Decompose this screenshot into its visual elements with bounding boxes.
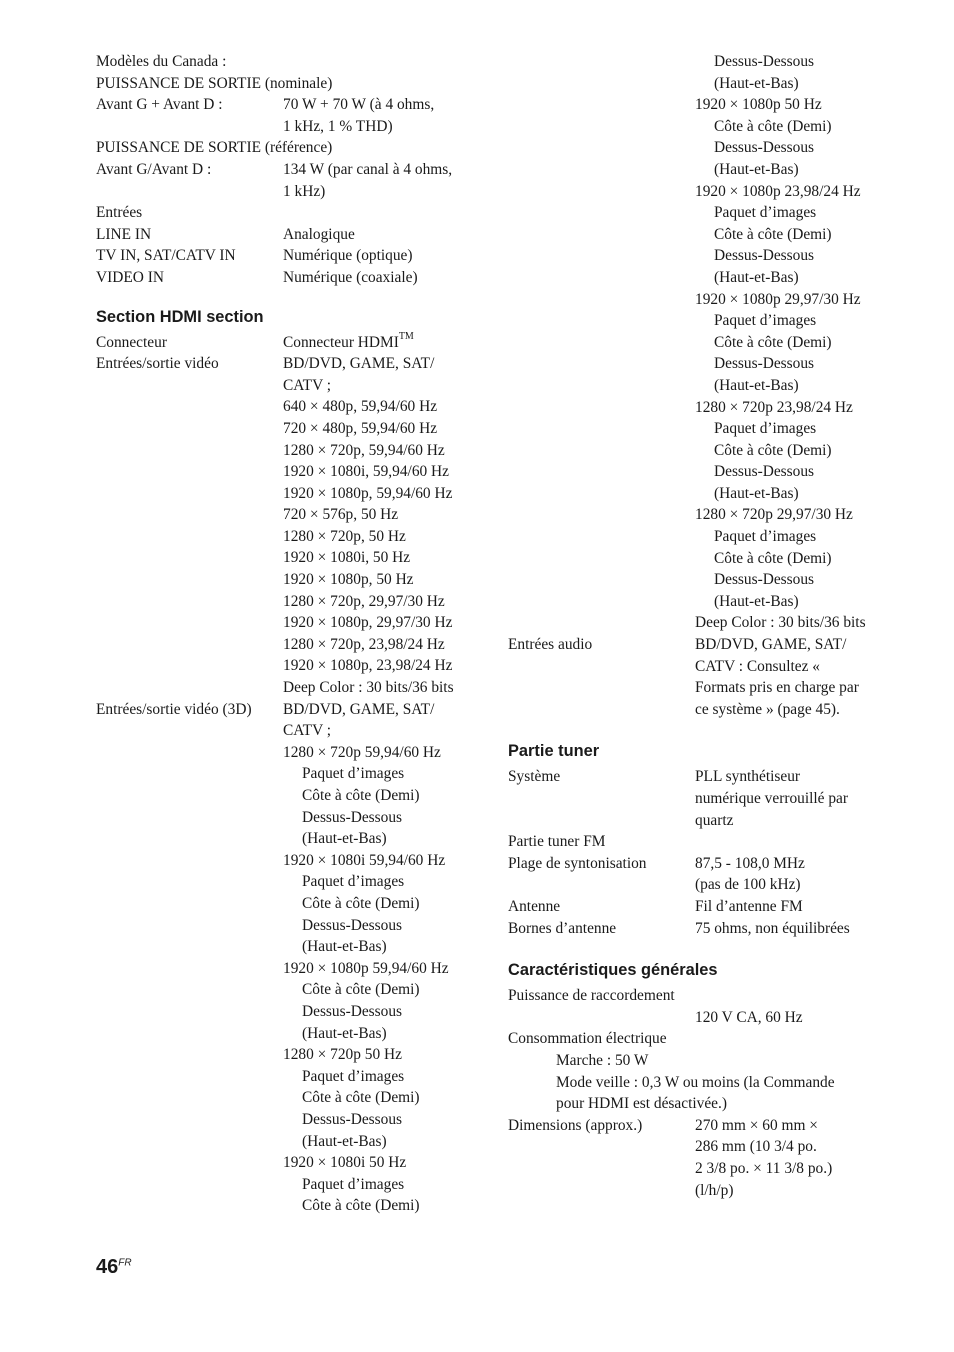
spec-row-video-3d	[96, 699, 486, 1217]
spec-value-line: (Haut-et-Bas)	[714, 376, 799, 394]
spec-row-antenna-terminals	[508, 918, 908, 940]
spec-label: VIDEO IN	[96, 268, 164, 286]
fm-tuner-heading: Partie tuner FM	[508, 833, 606, 851]
trademark-mark: TM	[398, 331, 414, 343]
spec-value-line: Dessus-Dessous	[714, 139, 815, 157]
spec-value	[695, 853, 908, 896]
spec-label: Entrées/sortie vidéo	[96, 355, 219, 373]
spec-label: LINE IN	[96, 225, 152, 243]
spec-value-line: (Haut-et-Bas)	[714, 160, 799, 178]
spec-value-line: (Haut-et-Bas)	[302, 1132, 387, 1150]
spec-label: Entrées audio	[508, 636, 593, 654]
spec-value-line: Dessus-Dessous	[302, 808, 403, 826]
spec-value-line: 1280 × 720p, 50 Hz	[283, 527, 406, 545]
spec-value: 75 ohms, non équilibrées	[695, 919, 850, 937]
spec-value-line: Côte à côte (Demi)	[714, 333, 832, 351]
spec-value	[283, 353, 486, 699]
spec-label: Plage de syntonisation	[508, 854, 647, 872]
spec-label: Avant G/Avant D :	[96, 160, 212, 178]
spec-value-line: Côte à côte (Demi)	[714, 549, 832, 567]
spec-value-line: Côte à côte (Demi)	[302, 787, 420, 804]
spec-value-line: Mode veille : 0,3 W ou moins (la Commande	[556, 1073, 835, 1091]
spec-value-line: Paquet d’images	[302, 873, 405, 891]
spec-value-line: Côte à côte (Demi)	[302, 1197, 420, 1215]
spec-label: Connecteur	[96, 333, 167, 351]
spec-label: Dimensions (approx.)	[508, 1116, 643, 1134]
spec-value	[283, 332, 486, 354]
spec-value-line: Dessus-Dessous	[302, 916, 403, 934]
spec-value-line: Deep Color : 30 bits/36 bits	[283, 679, 454, 697]
spec-value-line: BD/DVD, GAME, SAT/	[695, 636, 847, 654]
spec-value-line: Dessus-Dessous	[302, 1002, 403, 1020]
spec-value-line: 720 × 480p, 59,94/60 Hz	[283, 419, 438, 437]
spec-value-line: numérique verrouillé par	[695, 790, 848, 807]
spec-value-line: 1920 × 1080p 59,94/60 Hz	[283, 959, 449, 977]
spec-value-line: BD/DVD, GAME, SAT/	[283, 355, 435, 373]
spec-row-antenna	[508, 896, 908, 918]
spec-row-input	[96, 245, 486, 267]
spec-label: TV IN, SAT/CATV IN	[96, 247, 236, 265]
spec-value-line: Paquet d’images	[302, 1175, 405, 1193]
section-title-general: Caractéristiques générales	[508, 961, 718, 980]
spec-value-line: 720 × 576p, 50 Hz	[283, 506, 399, 524]
spec-label: Bornes d’antenne	[508, 919, 617, 937]
power-requirements-value: 120 V CA, 60 Hz	[695, 1008, 803, 1026]
spec-value-line: 2 3/8 po. × 11 3/8 po.)	[695, 1159, 833, 1177]
spec-value-line: 1280 × 720p, 23,98/24 Hz	[283, 635, 445, 653]
spec-value	[695, 1115, 908, 1201]
spec-value-line: Côte à côte (Demi)	[714, 225, 832, 243]
power-requirements-label: Puissance de raccordement	[508, 987, 675, 1005]
spec-value-line: 1280 × 720p 23,98/24 Hz	[695, 398, 853, 416]
spec-value-line: Côte à côte (Demi)	[714, 441, 832, 459]
spec-label: Système	[508, 768, 561, 786]
spec-value-line: CATV : Consultez «	[695, 657, 820, 675]
power-output-reference: PUISSANCE DE SORTIE (référence)	[96, 139, 333, 157]
spec-value-line: Dessus-Dessous	[714, 247, 815, 265]
spec-value-line: (Haut-et-Bas)	[714, 268, 799, 286]
spec-value	[283, 159, 486, 202]
spec-value	[283, 699, 486, 1217]
spec-value-line: Côte à côte (Demi)	[302, 1089, 420, 1107]
spec-label: Antenne	[508, 897, 561, 915]
spec-row-front-g-d	[96, 159, 486, 202]
spec-value-line: 270 mm × 60 mm ×	[695, 1116, 818, 1134]
spec-value-line: quartz	[695, 811, 734, 829]
spec-value-line: Côte à côte (Demi)	[302, 981, 420, 999]
section-title-hdmi: Section HDMI section	[96, 307, 264, 326]
page-number-suffix: FR	[118, 1257, 132, 1269]
spec-value-line: 286 mm (10 3/4 po.	[695, 1138, 817, 1156]
right-column	[508, 51, 908, 1201]
spec-value-line: 1280 × 720p, 29,97/30 Hz	[283, 592, 445, 610]
power-consumption-values	[508, 1050, 908, 1115]
spec-value-line: 640 × 480p, 59,94/60 Hz	[283, 398, 438, 416]
spec-value-line: (Haut-et-Bas)	[714, 484, 799, 502]
spec-value-line: 1 kHz)	[283, 182, 326, 200]
spec-value-line: Dessus-Dessous	[714, 571, 815, 589]
power-output-nominal: PUISSANCE DE SORTIE (nominale)	[96, 74, 333, 92]
spec-row-front-lr	[96, 94, 486, 137]
page-number-value: 46	[96, 1256, 119, 1278]
spec-value-line: (Haut-et-Bas)	[714, 74, 799, 92]
spec-value-line: 1920 × 1080i 50 Hz	[283, 1154, 407, 1172]
spec-value-line: Deep Color : 30 bits/36 bits	[695, 614, 866, 632]
spec-value: Numérique (coaxiale)	[283, 268, 418, 286]
spec-value-line: 70 W + 70 W (à 4 ohms,	[283, 96, 435, 114]
spec-value-line: Paquet d’images	[302, 1067, 405, 1085]
canada-models-heading: Modèles du Canada :	[96, 53, 227, 70]
spec-value	[695, 634, 908, 720]
spec-row-tuning-range	[508, 853, 908, 896]
spec-value-line: ce système » (page 45).	[695, 700, 840, 718]
spec-value-line: (pas de 100 kHz)	[695, 876, 801, 894]
spec-value: Fil d’antenne FM	[695, 897, 803, 915]
spec-value-line: (Haut-et-Bas)	[302, 1024, 387, 1042]
spec-value	[283, 94, 486, 137]
spec-value-line: 1 kHz, 1 % THD)	[283, 117, 393, 135]
section-title-tuner: Partie tuner	[508, 742, 600, 761]
spec-value-line: (Haut-et-Bas)	[714, 592, 799, 610]
spec-value-line: 1920 × 1080i, 59,94/60 Hz	[283, 463, 449, 481]
spec-value-line: 1280 × 720p 50 Hz	[283, 1046, 402, 1064]
spec-row-video-3d-continued	[508, 51, 908, 634]
spec-value-line: Dessus-Dessous	[714, 463, 815, 481]
spec-value-line: 134 W (par canal à 4 ohms,	[283, 160, 453, 178]
spec-value-line: 1280 × 720p 29,97/30 Hz	[695, 506, 853, 524]
spec-value	[695, 766, 908, 831]
spec-row-input	[96, 267, 486, 289]
spec-value-line: 1280 × 720p, 59,94/60 Hz	[283, 441, 445, 459]
spec-row-input	[96, 224, 486, 246]
spec-value-line: Paquet d’images	[302, 765, 405, 783]
spec-value-line: 1280 × 720p 59,94/60 Hz	[283, 743, 441, 761]
spec-value-line: PLL synthétiseur	[695, 768, 801, 786]
spec-value-line: Formats pris en charge par	[695, 679, 859, 697]
spec-value-line: (l/h/p)	[695, 1181, 734, 1199]
spec-value-line: 1920 × 1080p 50 Hz	[695, 96, 822, 114]
spec-value-line: Dessus-Dessous	[714, 355, 815, 373]
spec-value-line: 1920 × 1080p, 50 Hz	[283, 571, 414, 589]
spec-value-line: Dessus-Dessous	[714, 53, 815, 70]
spec-value-line: 1920 × 1080p, 59,94/60 Hz	[283, 484, 453, 502]
spec-value-line: 1920 × 1080p 23,98/24 Hz	[695, 182, 861, 200]
left-column	[96, 51, 486, 1217]
spec-value	[695, 51, 908, 634]
spec-value-line: pour HDMI est désactivée.)	[556, 1095, 727, 1113]
spec-row-dimensions	[508, 1115, 908, 1201]
spec-value-line: 87,5 - 108,0 MHz	[695, 854, 805, 872]
spec-value-line: (Haut-et-Bas)	[302, 938, 387, 956]
spec-value-line: BD/DVD, GAME, SAT/	[283, 700, 435, 718]
spec-value-line: Côte à côte (Demi)	[714, 117, 832, 135]
spec-value-line: CATV ;	[283, 376, 332, 394]
spec-value-line: Paquet d’images	[714, 204, 817, 222]
connector-value: Connecteur HDMI	[283, 333, 399, 351]
spec-value: Analogique	[283, 225, 355, 243]
spec-value-line: 1920 × 1080i, 50 Hz	[283, 549, 411, 567]
spec-value-line: 1920 × 1080p, 23,98/24 Hz	[283, 657, 453, 675]
spec-value-line: Paquet d’images	[714, 528, 817, 546]
spec-value-line: Côte à côte (Demi)	[302, 894, 420, 912]
spec-row-connector	[96, 332, 486, 354]
spec-row-video-io	[96, 353, 486, 699]
spec-value-line: Paquet d’images	[714, 420, 817, 438]
spec-value-line: (Haut-et-Bas)	[302, 830, 387, 848]
inputs-heading: Entrées	[96, 204, 143, 222]
spec-value-line: Dessus-Dessous	[302, 1110, 403, 1128]
power-consumption-label: Consommation électrique	[508, 1030, 667, 1048]
spec-label: Avant G + Avant D :	[96, 96, 223, 114]
spec-value-line: 1920 × 1080p 29,97/30 Hz	[695, 290, 861, 308]
spec-value-line: Paquet d’images	[714, 312, 817, 330]
spec-label-empty	[508, 51, 695, 634]
spec-row-audio-inputs	[508, 634, 908, 720]
spec-value: Numérique (optique)	[283, 247, 413, 265]
spec-label: Entrées/sortie vidéo (3D)	[96, 700, 252, 718]
spec-row-system	[508, 766, 908, 831]
spec-value-line: Marche : 50 W	[556, 1051, 649, 1069]
spec-value-line: 1920 × 1080p, 29,97/30 Hz	[283, 614, 453, 632]
page-number	[96, 1256, 132, 1279]
spec-value-line: 1920 × 1080i 59,94/60 Hz	[283, 851, 446, 869]
spec-value-line: CATV ;	[283, 722, 332, 740]
